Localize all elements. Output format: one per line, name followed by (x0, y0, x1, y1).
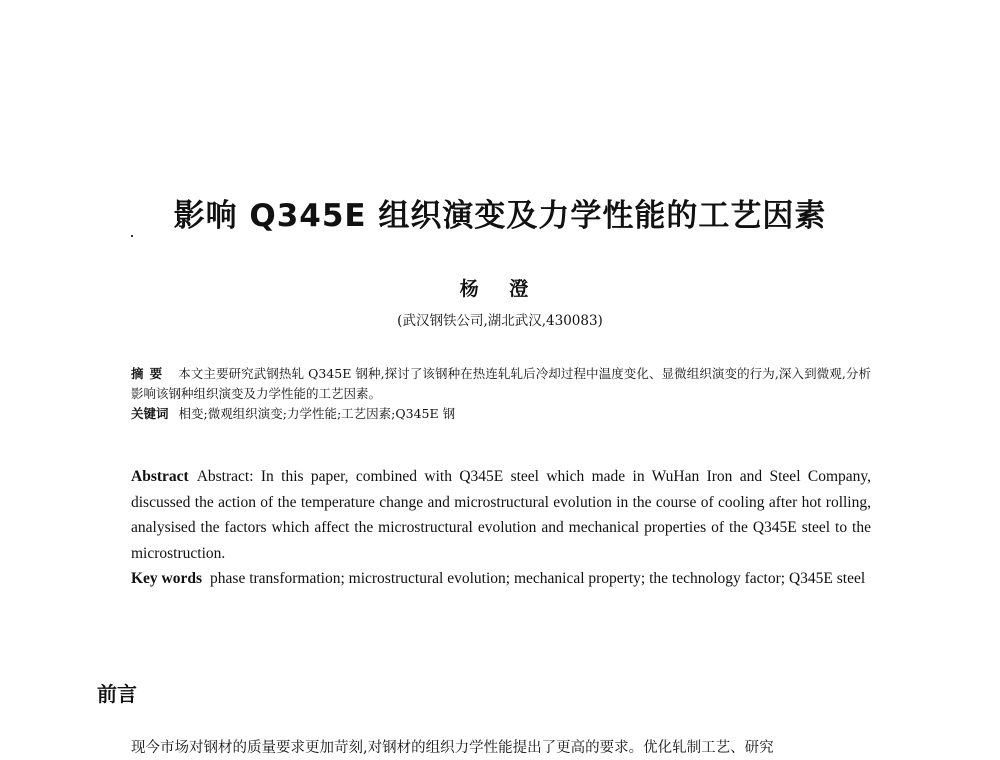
chinese-abstract-text: 本文主要研究武钢热轧 Q345E 钢种,探讨了该钢种在热连轧轧后冷却过程中温度变化、显微组织演变的行为,深入到微观,分析影响该钢种组织演变及力学性能的工艺因素。 (131, 366, 871, 401)
chinese-abstract-block (131, 364, 871, 424)
chinese-abstract (131, 364, 871, 404)
author-name: 杨 澄 (459, 278, 541, 300)
chinese-abstract-label: 摘要 (131, 366, 169, 381)
english-keywords-text: phase transformation; microstructural evolution; mechanical property; the technology factor; Q345E steel (210, 570, 866, 587)
english-abstract (131, 464, 871, 566)
author-affiliation: (武汉钢铁公司,湖北武汉,430083) (397, 313, 603, 329)
section-heading: 前言 (97, 682, 137, 706)
english-keywords (131, 566, 871, 592)
chinese-keywords (131, 404, 871, 424)
paper-title: 影响 Q345E 组织演变及力学性能的工艺因素 (173, 198, 827, 234)
section-body-text: 现今市场对钢材的质量要求更加苛刻,对钢材的组织力学性能提出了更高的要求。优化轧制工艺、研究 (131, 740, 774, 756)
english-abstract-block (131, 464, 871, 592)
english-abstract-text: Abstract: In this paper, combined with Q345E steel which made in WuHan Iron and Steel Company, discussed the action of the temperature change and microstructural evolution in the course of cooling after hot rolling, analysised the factors which affect the microstructural evolution and mechanical properties of the Q345E steel to the microstruction. (131, 468, 871, 562)
english-keywords-label: Key words (131, 570, 203, 587)
chinese-keywords-label: 关键词 (131, 406, 169, 421)
chinese-keywords-text: 相变;微观组织演变;力学性能;工艺因素;Q345E 钢 (178, 406, 456, 421)
english-abstract-label: Abstract (131, 468, 189, 485)
